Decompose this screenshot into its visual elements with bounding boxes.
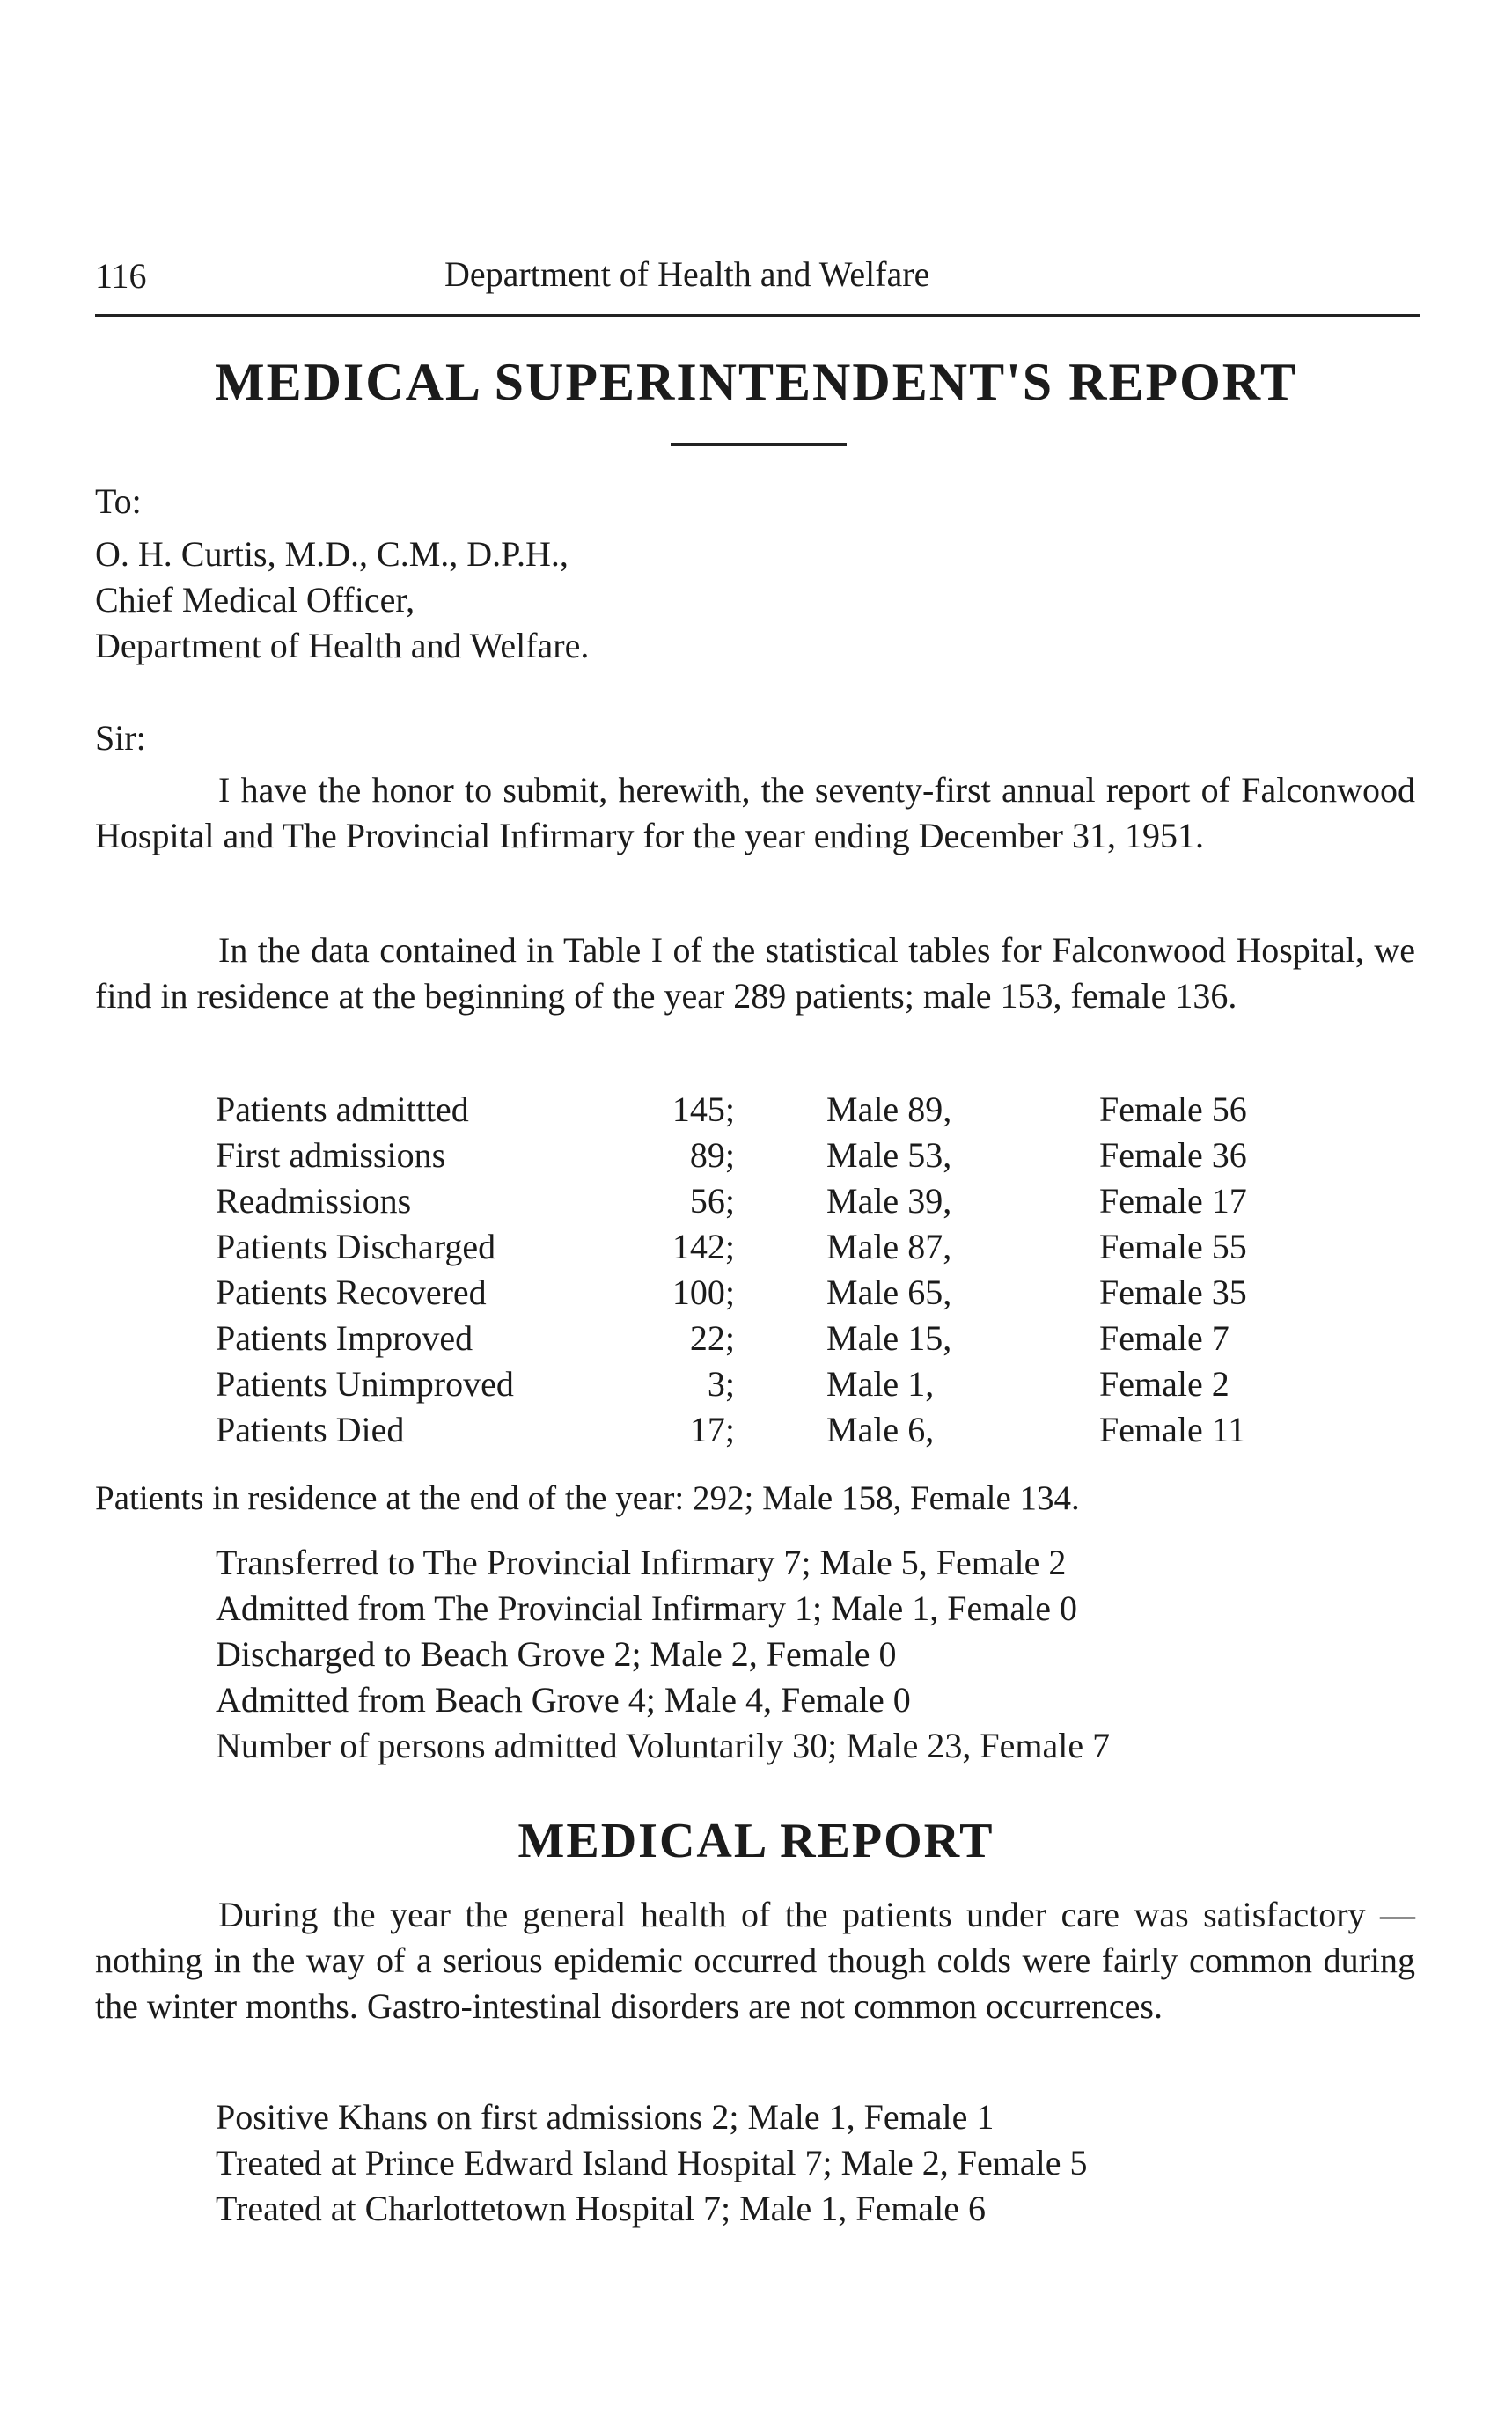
- salutation: Sir:: [95, 718, 146, 758]
- row-male: Male 39,: [826, 1181, 952, 1221]
- row-female: Female 7: [1099, 1318, 1229, 1358]
- row-female: Female 17: [1099, 1181, 1247, 1221]
- list-item: Admitted from Beach Grove 4; Male 4, Female 0: [216, 1680, 911, 1720]
- list-item: Number of persons admitted Voluntarily 30; Male 23, Female 7: [216, 1726, 1111, 1765]
- row-total: 142;: [672, 1227, 735, 1266]
- row-female: Female 11: [1099, 1410, 1246, 1449]
- header-rule: [95, 314, 1420, 317]
- page-title: MEDICAL SUPERINTENDENT'S REPORT: [214, 353, 1298, 411]
- row-label: Patients Died: [216, 1410, 405, 1449]
- row-female: Female 35: [1099, 1273, 1247, 1312]
- row-label: First admissions: [216, 1135, 446, 1175]
- row-total: 3;: [707, 1364, 735, 1404]
- row-total: 56;: [689, 1181, 735, 1221]
- residence-end-line: Patients in residence at the end of the year: 292; Male 158, Female 134.: [95, 1479, 1080, 1517]
- list-item: Admitted from The Provincial Infirmary 1; Male 1, Female 0: [216, 1588, 1078, 1628]
- page-number: 116: [95, 256, 147, 296]
- row-label: Patients admittted: [216, 1089, 469, 1129]
- row-female: Female 2: [1099, 1364, 1229, 1404]
- row-male: Male 1,: [826, 1364, 935, 1404]
- address-to: To:: [95, 481, 142, 521]
- medical-report-text: During the year the general health of the patients under care was satisfactory — nothing in the way of a serious epidemic occurred though colds were fairly common during the winter months. Gastro-intestinal disorders are not common occurrences.: [95, 1895, 1415, 2026]
- list-item: Treated at Prince Edward Island Hospital 7; Male 2, Female 5: [216, 2143, 1088, 2182]
- row-female: Female 56: [1099, 1089, 1247, 1129]
- row-label: Readmissions: [216, 1181, 412, 1221]
- section-title: MEDICAL REPORT: [517, 1814, 995, 1868]
- row-total: 100;: [672, 1273, 735, 1312]
- row-male: Male 53,: [826, 1135, 952, 1175]
- running-title: Department of Health and Welfare: [444, 254, 930, 294]
- row-male: Male 89,: [826, 1089, 952, 1129]
- list-item: Treated at Charlottetown Hospital 7; Male 1, Female 6: [216, 2189, 987, 2228]
- list-item: Transferred to The Provincial Infirmary 7; Male 5, Female 2: [216, 1543, 1067, 1582]
- paragraph-intro-text: I have the honor to submit, herewith, the seventy-first annual report of Falconwood Hospital and The Provincial Infirmary for the year ending December 31, 1951.: [95, 770, 1415, 855]
- medical-report-paragraph: [95, 1892, 1415, 2029]
- table-row: [216, 1407, 1363, 1453]
- row-label: Patients Discharged: [216, 1227, 496, 1266]
- row-total: 22;: [689, 1318, 735, 1358]
- row-total: 17;: [689, 1410, 735, 1449]
- row-total: 145;: [672, 1089, 735, 1129]
- row-label: Patients Unimproved: [216, 1364, 514, 1404]
- row-total: 89;: [689, 1135, 735, 1175]
- address-name: O. H. Curtis, M.D., C.M., D.P.H.,: [95, 534, 569, 574]
- row-male: Male 65,: [826, 1273, 952, 1312]
- address-position: Chief Medical Officer,: [95, 580, 415, 620]
- table-row: [216, 1178, 1363, 1224]
- paragraph-table-ref-text: In the data contained in Table I of the statistical tables for Falconwood Hospital, we find in residence at the beginning of the year 289 patients; male 153, female 136.: [95, 930, 1415, 1016]
- patient-stats-table: [216, 1087, 1363, 1453]
- row-male: Male 6,: [826, 1410, 935, 1449]
- row-male: Male 15,: [826, 1318, 952, 1358]
- title-rule: [671, 443, 847, 446]
- table-row: [216, 1133, 1363, 1178]
- paragraph-intro: [95, 767, 1415, 859]
- table-row: [216, 1087, 1363, 1133]
- table-row: [216, 1224, 1363, 1270]
- table-row: [216, 1270, 1363, 1316]
- table-row: [216, 1316, 1363, 1361]
- transfers-list: [216, 1540, 1110, 1769]
- row-female: Female 36: [1099, 1135, 1247, 1175]
- row-label: Patients Improved: [216, 1318, 473, 1358]
- row-male: Male 87,: [826, 1227, 952, 1266]
- row-female: Female 55: [1099, 1227, 1247, 1266]
- list-item: Discharged to Beach Grove 2; Male 2, Female 0: [216, 1634, 897, 1674]
- paragraph-table-ref: [95, 928, 1415, 1019]
- address-department: Department of Health and Welfare.: [95, 626, 590, 665]
- row-label: Patients Recovered: [216, 1273, 487, 1312]
- medical-report-list: [216, 2094, 1088, 2232]
- list-item: Positive Khans on first admissions 2; Male 1, Female 1: [216, 2097, 995, 2137]
- table-row: [216, 1361, 1363, 1407]
